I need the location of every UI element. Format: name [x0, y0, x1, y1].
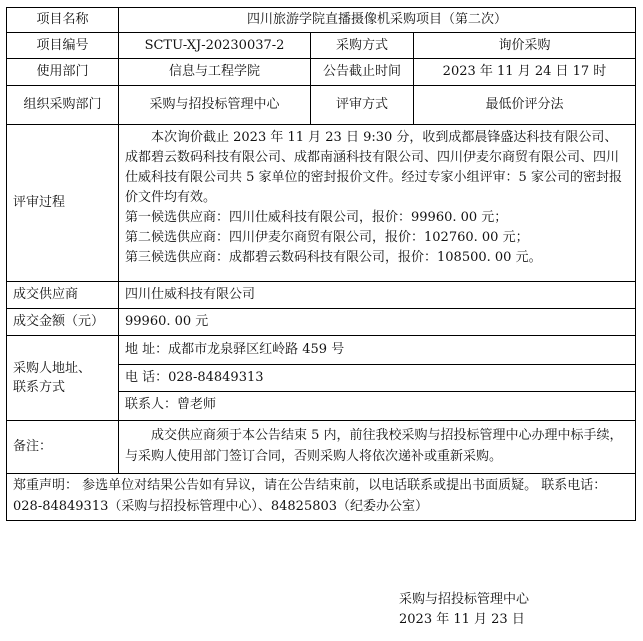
statement-text: 郑重声明： 参选单位对结果公告如有异议，请在公告结束前，以电话联系或提出书面质疑。 联系电话：028-84849313（采购与招投标管理中心）、84825803（纪委办公室） — [13, 478, 607, 514]
row-project-number — [6, 32, 636, 58]
procurement-method-value: 询价采购 — [413, 33, 635, 58]
row-department — [6, 58, 636, 85]
statement-content — [7, 474, 635, 520]
organizer-value: 采购与招投标管理中心 — [118, 86, 310, 124]
candidate-second: 第二候选供应商：四川伊麦尔商贸有限公司，报价：102760. 00 元； — [125, 230, 529, 245]
row-organizer — [6, 85, 636, 124]
contact-details — [118, 336, 635, 420]
candidate-first: 第一候选供应商：四川仕威科技有限公司，报价：99960. 00 元； — [125, 210, 508, 225]
remarks-content — [118, 421, 635, 473]
contact-label-line1: 采购人地址、 — [13, 360, 92, 376]
procurement-method-label: 采购方式 — [310, 33, 413, 58]
row-statement — [6, 473, 636, 521]
deadline-label: 公告截止时间 — [310, 59, 413, 85]
supplier-value: 四川仕威科技有限公司 — [118, 282, 635, 308]
contact-address: 地 址：成都市龙泉驿区红岭路 459 号 — [125, 342, 345, 358]
remarks-text: 成交供应商须于本公告结束 5 内，前往我校采购与招投标管理中心办理中标手续，与采购人使用部门签订合同，否则采购人将依次递补或重新采购。 — [125, 428, 623, 464]
contact-label-line2: 联系方式 — [13, 380, 66, 395]
department-label: 使用部门 — [36, 64, 89, 80]
row-contact — [6, 335, 636, 420]
project-number-value: SCTU-XJ-20230037-2 — [118, 33, 310, 58]
project-name-label: 项目名称 — [36, 12, 89, 28]
row-remarks — [6, 420, 636, 473]
supplier-label: 成交供应商 — [13, 287, 79, 303]
amount-label: 成交金额（元） — [13, 314, 105, 330]
contact-label — [7, 336, 118, 420]
department-value: 信息与工程学院 — [118, 59, 310, 85]
row-amount — [6, 308, 636, 335]
review-paragraph: 本次询价截止 2023 年 11 月 23 日 9:30 分，收到成都晨锋盛达科技有限公司、成都碧云数码科技有限公司、成都南涵科技有限公司、四川伊麦尔商贸有限公司、四川仕威科技有限公司共 5 家单位的密封报价文件。经过专家小组评审：5 家公司的密封报价文件均有效。 — [125, 130, 622, 205]
announcement-table — [6, 7, 636, 521]
organizer-label: 组织采购部门 — [23, 97, 102, 113]
deadline-value: 2023 年 11 月 24 日 17 时 — [413, 59, 635, 85]
review-process-label: 评审过程 — [13, 195, 66, 211]
project-number-label: 项目编号 — [36, 37, 89, 53]
footer-date: 2023 年 11 月 23 日 — [399, 612, 525, 627]
row-project-name — [6, 7, 636, 32]
project-name-value: 四川旅游学院直播摄像机采购项目（第二次） — [118, 8, 635, 32]
review-method-label: 评审方式 — [310, 86, 413, 124]
footer-signature — [399, 590, 529, 630]
contact-person: 联系人：曾老师 — [119, 391, 635, 418]
row-supplier — [6, 281, 636, 308]
review-method-value: 最低价评分法 — [413, 86, 635, 124]
amount-value: 99960. 00 元 — [118, 309, 635, 335]
review-process-content — [118, 125, 635, 281]
row-review-process — [6, 124, 636, 281]
candidate-third: 第三候选供应商：成都碧云数码科技有限公司，报价：108500. 00 元。 — [125, 250, 542, 265]
remarks-label: 备注： — [13, 439, 53, 455]
contact-phone: 电 话：028-84849313 — [119, 364, 635, 391]
footer-org: 采购与招投标管理中心 — [399, 592, 530, 607]
